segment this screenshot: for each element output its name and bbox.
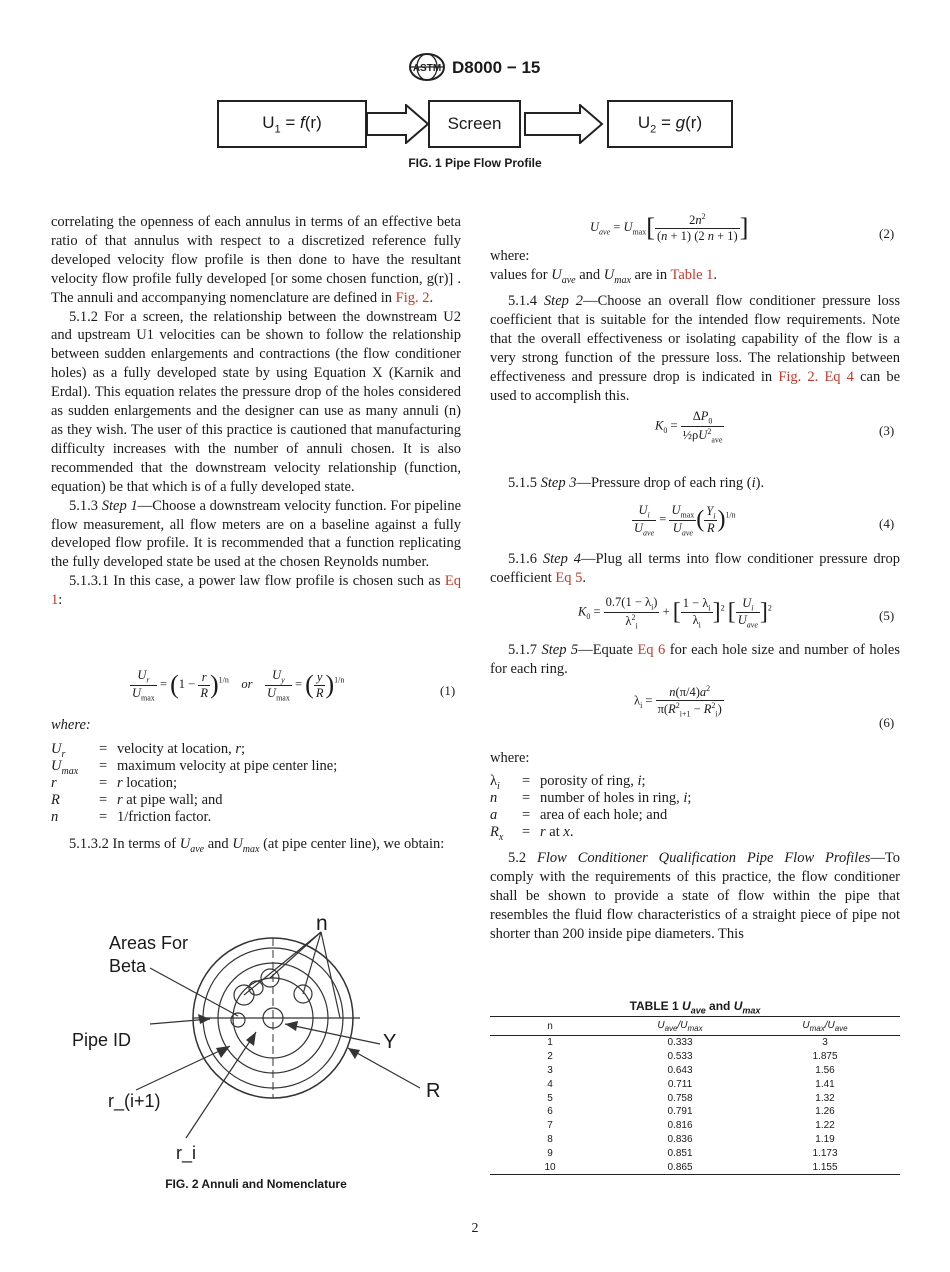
table-cell: 1.875 [812, 1051, 838, 1063]
fig2-label-pipe-id: Pipe ID [72, 1030, 132, 1050]
table-cell: 1.26 [815, 1106, 835, 1118]
table-cell: 0.533 [667, 1051, 693, 1063]
eq6-number: (6) [879, 715, 895, 730]
table-row [490, 1036, 900, 1050]
fig2-label-n: n [316, 912, 328, 935]
astm-logo [407, 52, 447, 82]
fig2-label-y: Y [383, 1031, 397, 1053]
fig2-caption: FIG. 2 Annuli and Nomenclature [165, 1177, 347, 1191]
equation-4: $\frac{U_i}{U_{ave}}$ = $\frac{U_{max}}{U_{ave}}$ ( $\frac{Y_i}{R}$ )$^{1/n}$ [634, 503, 736, 537]
table-cell: 1.155 [812, 1161, 838, 1173]
equation-2: $U_{ave} = U_{max}$[ $\frac{2n^2}{(n + 1) (2 n + 1)}$ ] [590, 212, 749, 244]
paragraph-5-1-5: 5.1.5 Step 3—Pressure drop of each ring (i). [508, 475, 765, 491]
table-cell: 5 [547, 1092, 553, 1104]
table-cell: 3 [547, 1064, 553, 1076]
table-row [490, 1119, 900, 1133]
table-row [490, 1133, 900, 1147]
table1-header-ratio1: $U_{ave}/U_{max}$ [657, 1019, 703, 1033]
paragraph-5-1-2: 5.1.2 For a screen, the relationship between the downstream U2 and upstream U1 velocities can be shown to follow the relationship between sudden enlargements and contractions (the flow conditioner holes) as a fully developed state by using Equation X (Karnik and Erdal). This equation relates the pressure drop of the holes considered as sudden enlargements and the designer can use as many annuli (n) as they wish. The user of this practice is cautioned that manufacturing difficulty increases with the number of annuli chosen. It is also recommended that the downstream velocity relationship (function, equation) be that which is of a fully developed state. [51, 308, 461, 495]
table-cell: 7 [547, 1120, 553, 1132]
fig2-label-r-i-plus-1: r_(i+1) [108, 1091, 161, 1111]
fig2-label-beta: Beta [109, 956, 147, 976]
nomenclature-list-1 [51, 741, 461, 831]
eq5-link[interactable]: Eq 5 [555, 569, 583, 586]
nom-item: n = number of holes in ring, i; [490, 790, 692, 806]
eq1-link[interactable]: Eq 1 [51, 573, 461, 609]
table-cell: 0.851 [667, 1147, 693, 1159]
nom-item: a = area of each hole; and [490, 807, 668, 823]
fig1-box-u2: $U_2 = g(r)$ [607, 100, 733, 148]
fig2-label-areas: Areas For [109, 933, 189, 953]
table-cell: 0.711 [667, 1078, 693, 1090]
table-cell: 1.56 [815, 1064, 835, 1076]
paragraph-5-1-3-1: 5.1.3.1 In this case, a power law flow profile is chosen such as Eq 1: [51, 573, 461, 609]
eq6-link[interactable]: Eq 6 [637, 642, 666, 658]
paragraph-5-1-6: 5.1.6 Step 4—Plug all terms into flow conditioner pressure drop coefficient Eq 5. [490, 551, 900, 586]
paragraph-5-2: 5.2 Flow Conditioner Qualification Pipe Flow Profiles—To comply with the requirements of this practice, the flow conditioner shall be shown to provide a state of flow within the pipe that resembles the fluid flow characteristics of a straight piece of pipe not shorter than 200 inside pipe diameters. This [490, 850, 901, 942]
page-number: 2 [471, 1221, 479, 1236]
eq3-number: (3) [879, 423, 895, 438]
nom-item: $U_r$ = velocity at location, r; [51, 741, 246, 760]
table-cell: 6 [547, 1106, 553, 1118]
table-row [490, 1091, 900, 1105]
table-cell: 9 [547, 1147, 553, 1159]
fig1-arrow-2 [524, 104, 604, 144]
fig2-link[interactable]: Fig. 2 [395, 289, 430, 306]
equation-5: $K_0$ = $\frac{0.7(1 - \lambda_i)}{\lambda^2_i}$ + [ $\frac{1 - \lambda_i}{\lambda_i}$ ]$^2$ [ $\frac{U_i}{U_{ave}}$ ]$^2$ [578, 595, 772, 631]
table-cell: 1.41 [815, 1078, 835, 1090]
left-column [51, 213, 461, 610]
table1-link[interactable]: Table 1 [670, 266, 714, 283]
table-row [490, 1077, 900, 1091]
fig1-caption: FIG. 1 Pipe Flow Profile [408, 156, 542, 170]
table-cell: 1.22 [815, 1120, 835, 1132]
table1-header-ratio2: $U_{max}/U_{ave}$ [802, 1019, 848, 1033]
table-cell: 4 [547, 1078, 553, 1090]
table-cell: 0.865 [667, 1161, 693, 1173]
fig1-box-screen: Screen [428, 100, 521, 148]
where-label-2: where: [490, 750, 530, 766]
paragraph-5-1-7: 5.1.7 Step 5—Equate Eq 6 for each hole size and number of holes for each ring. [490, 642, 901, 677]
table-cell: 1.32 [815, 1092, 835, 1104]
table-cell: 1 [547, 1037, 553, 1049]
table-cell: 0.333 [667, 1037, 693, 1049]
where-label: where: [51, 717, 91, 733]
equation-3: $K_0$ = $\frac{\Delta P_0}{\frac{1}{2}\rho U^2_{ave}}$ [655, 409, 723, 445]
nom-item: $R_x$ = r at x. [490, 824, 574, 843]
eq5-number: (5) [879, 608, 895, 623]
eq2-number: (2) [879, 226, 895, 241]
nom-item: n = 1/friction factor. [51, 809, 212, 825]
svg-text:ASTM: ASTM [412, 63, 442, 74]
table-cell: 0.791 [667, 1106, 693, 1118]
table-cell: 10 [544, 1161, 556, 1173]
fig1-box-u1: $U_1 = f(r)$ [217, 100, 367, 148]
table-cell: 1.173 [812, 1147, 838, 1159]
table-row [490, 1105, 900, 1119]
eq1-number: (1) [440, 683, 456, 698]
table-cell: 3 [822, 1037, 828, 1049]
table-cell: 1.19 [815, 1133, 835, 1145]
table-row [490, 1050, 900, 1064]
paragraph-5-1-4: 5.1.4 Step 2—Choose an overall flow conditioner pressure loss coefficient that is suitable for the intended flow requirements. Note that the overall effectiveness or isolating capability of the flow is a very strong function of the pressure loss. The relationship between effectiveness and pressure drop is indicated in Fig. 2. Eq 4 can be used to accomplish this. [490, 293, 901, 404]
document-code: D8000 − 15 [452, 58, 541, 77]
fig2-label-r-i: r_i [176, 1143, 197, 1163]
equation-6: $\lambda_i$ = $\frac{n(\pi/4)a^2}{\pi(R^2_{i+1} - R^2_i)}$ [634, 684, 722, 719]
fig2-label-r: R [426, 1080, 441, 1102]
table-cell: 0.836 [667, 1133, 693, 1145]
paragraph-5-1-3: 5.1.3 Step 1—Choose a downstream velocity function. For pipeline flow measurement, all flow meters are on a baseline against a fully developed flow profile. It is recommended that a function replicating the fully developed state be used at the chosen Reynolds number. [51, 497, 462, 571]
table-cell: 2 [547, 1051, 553, 1063]
nom-item: R = r at pipe wall; and [51, 792, 223, 808]
table1-title: TABLE 1 $U_{ave}$ and $U_{max}$ [629, 999, 761, 1016]
eq4-link[interactable]: Eq 4 [824, 368, 854, 385]
fig2-link-2[interactable]: Fig. 2. [778, 368, 819, 385]
table-row [490, 1064, 900, 1078]
table-cell: 0.758 [667, 1092, 693, 1104]
table1 [490, 1016, 900, 1175]
paragraph-5-1-3-2: 5.1.3.2 In terms of $U_{ave}$ and $U_{max}$ (at pipe center line), we obtain: [69, 836, 445, 855]
eq4-number: (4) [879, 516, 895, 531]
equation-1: $\frac{U_r}{U_{max}}$ = (1 − $\frac{r}{R}$ )$^{1/n}$ or $\frac{U_y}{U_{max}}$ = ( $\frac{y}{R}$ )$^{1/n}$ [132, 668, 345, 702]
paragraph-intro: correlating the openness of each annulus in terms of an effective beta ratio of that annulus with respect to a discretized reference fully developed velocity flow profile is then done to have the resultant velocity flow profile fully developed [or some chosen function, g(r)] . The annuli and accompanying nomenclature are defined in Fig. 2. [51, 214, 461, 306]
table1-header-n: n [547, 1020, 553, 1032]
table-cell: 0.816 [667, 1120, 693, 1132]
table-cell: 0.643 [667, 1064, 693, 1076]
fig1-arrow-1 [366, 104, 430, 144]
nomenclature-list-2 [490, 773, 900, 843]
nom-item: r = r location; [51, 775, 178, 791]
nom-item: $\lambda_i$ = porosity of ring, i; [490, 773, 646, 792]
table-row [490, 1160, 900, 1174]
nom-item: $U_{max}$ = maximum velocity at pipe center line; [51, 758, 338, 777]
right-block-where: where: values for $U_{ave}$ and $U_{max}$ are in Table 1. [490, 248, 718, 286]
table-row [490, 1146, 900, 1160]
table-cell: 8 [547, 1133, 553, 1145]
